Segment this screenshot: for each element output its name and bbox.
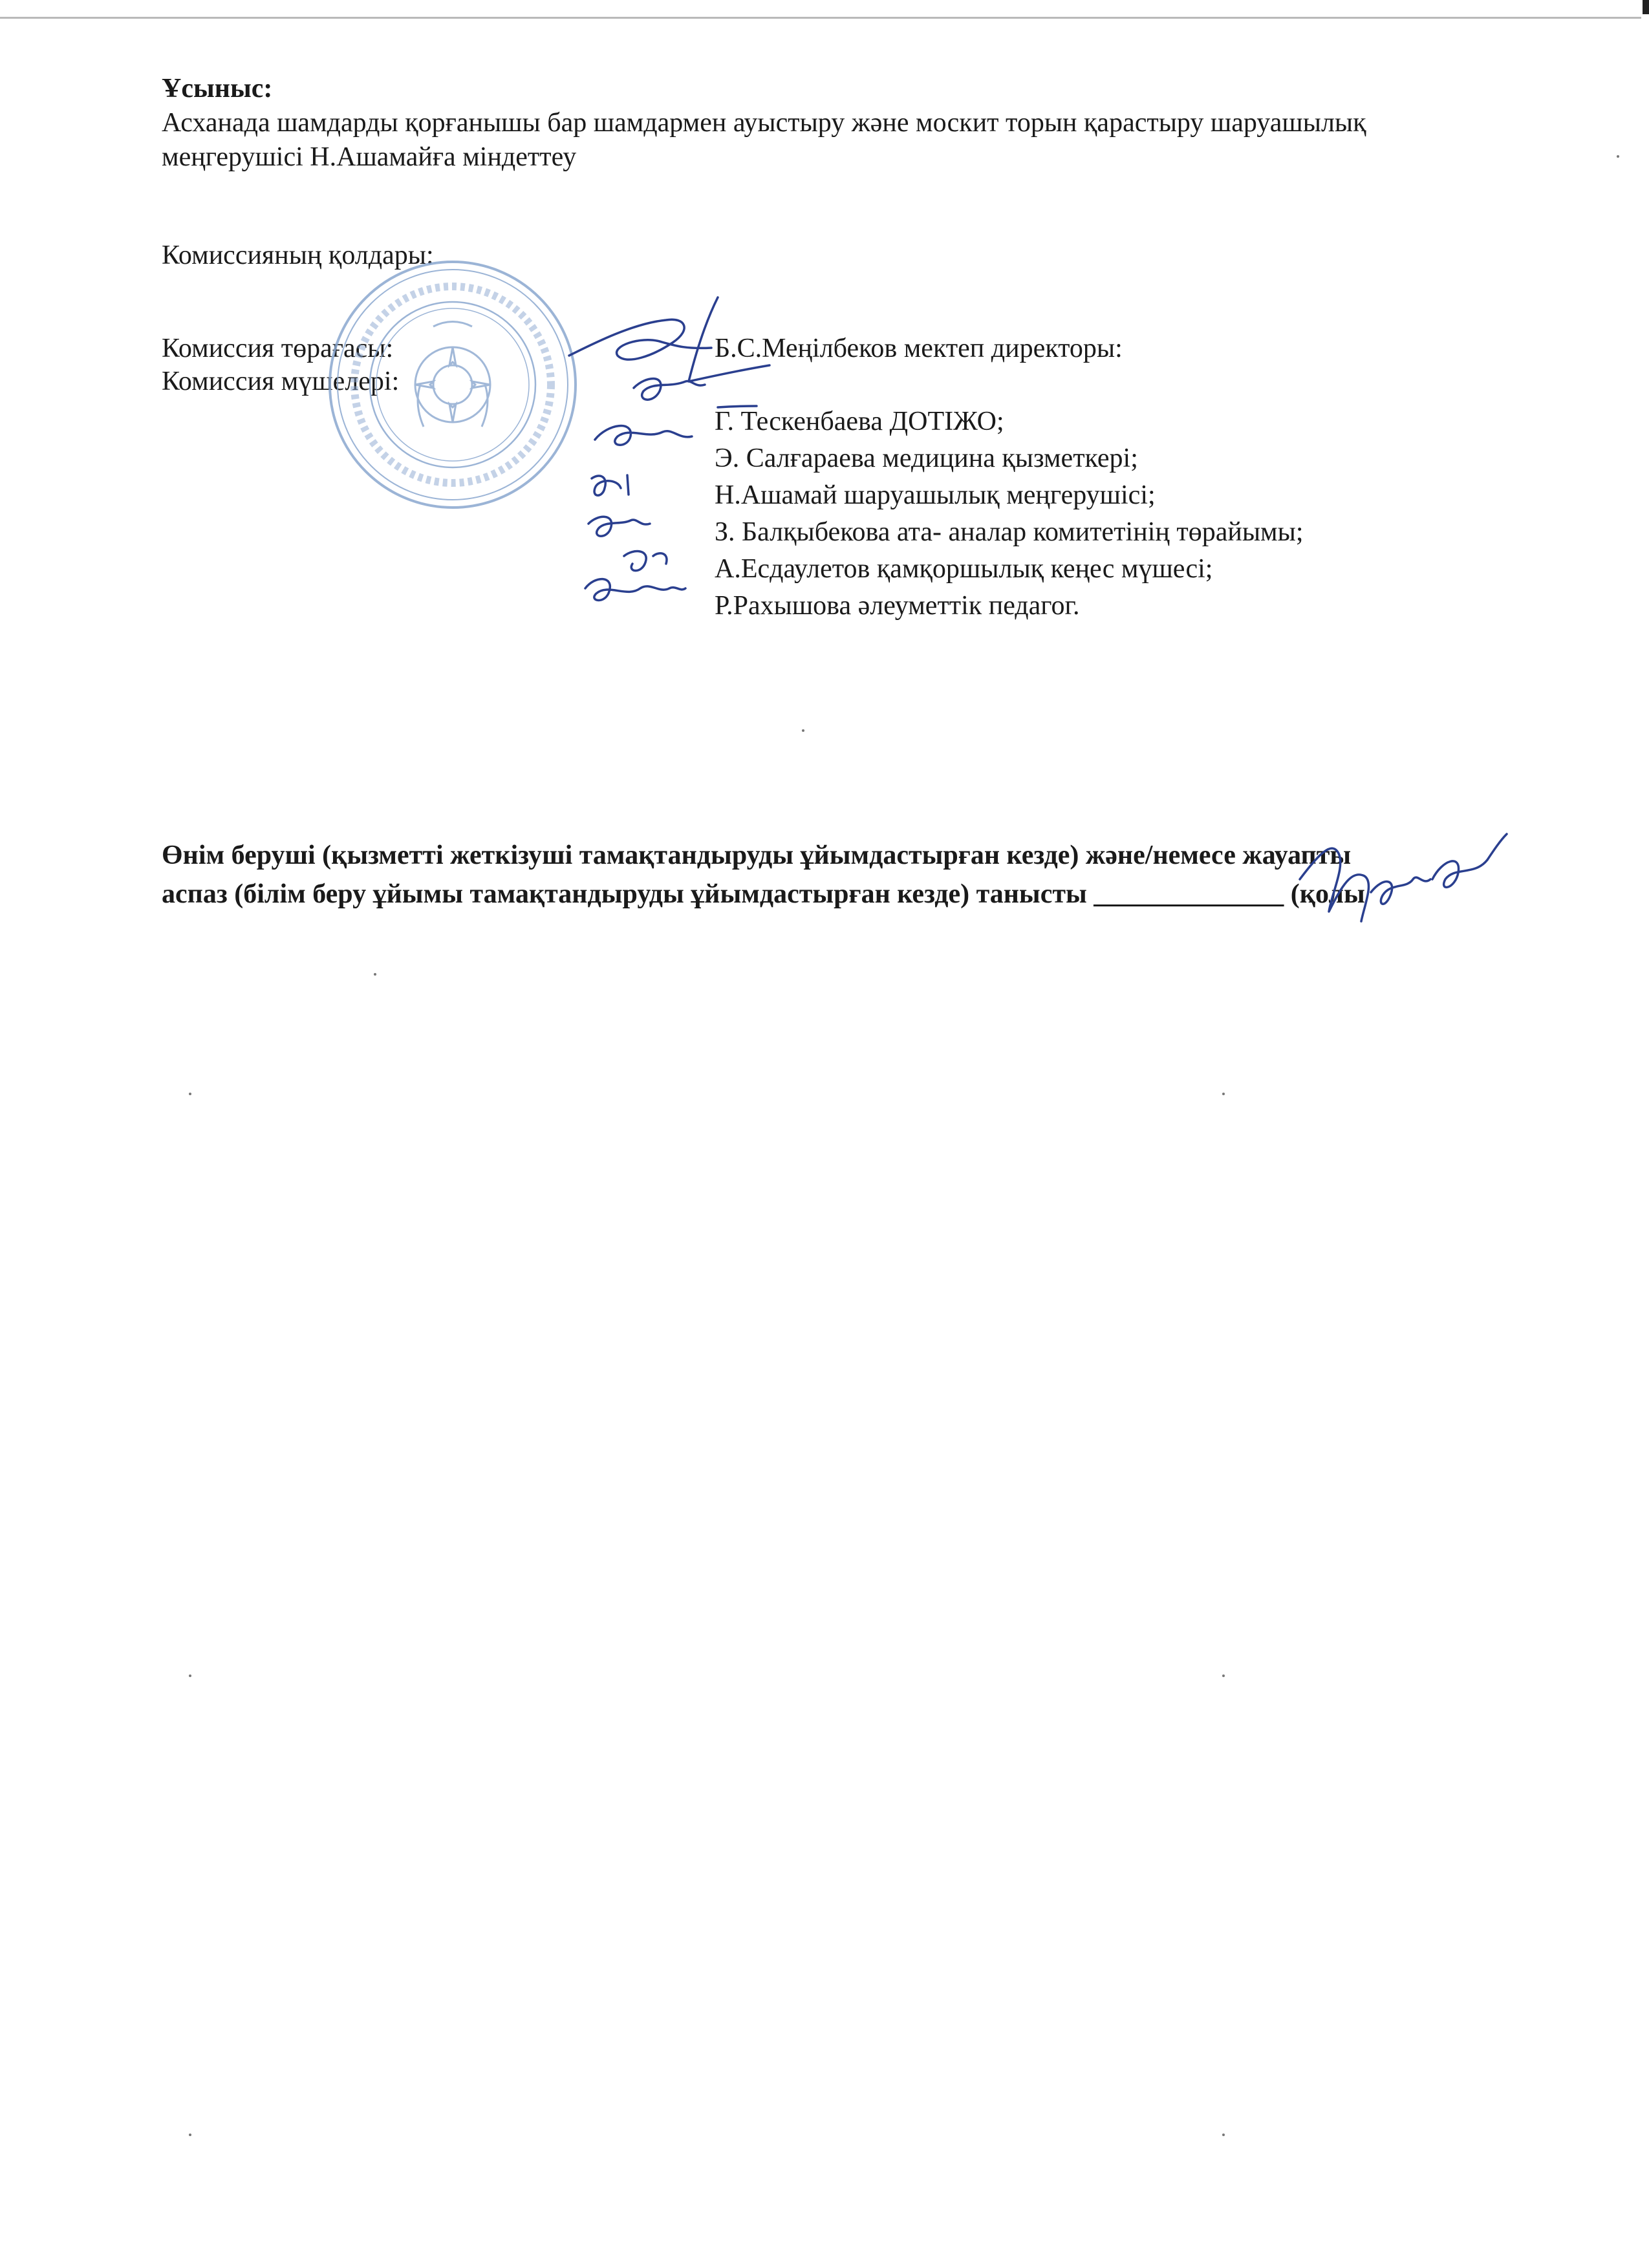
scan-speck [1222,1674,1225,1677]
acknowledgement-line-1: Өнім беруші (қызметті жеткізуші тамақтандыруды ұйымдастырған кезде) және/немесе жауапты [162,840,1352,870]
acknowledgement-signature [1293,815,1513,937]
scan-speck [1222,2134,1225,2136]
scan-speck [374,973,376,976]
member-signatures [556,284,776,647]
members-label: Комиссия мүшелері: [162,367,400,396]
member-4: З. Балқыбекова ата- аналар комитетінің төрайымы; [715,517,1304,547]
member-3: Н.Ашамай шаруашылық меңгерушісі; [715,480,1156,510]
official-stamp [323,255,582,514]
scan-speck [189,1093,191,1095]
scan-edge-line [0,17,1641,19]
member-2: Э. Салғараева медицина қызметкері; [715,444,1138,473]
scan-speck [1222,1093,1225,1095]
member-5: А.Есдаулетов қамқоршылық кеңес мүшесі; [715,554,1213,584]
chair-name: Б.С.Меңілбеков мектеп директоры: [715,334,1123,363]
member-1: Г. Тескенбаева ДОТІЖО; [715,407,1004,436]
recommendation-text-line-1: Асханада шамдарды қорғанышы бар шамдармен ауыстыру және москит торын қарастыру шаруашылық [162,108,1366,138]
scan-speck [1617,155,1619,158]
scan-edge-mark [1643,0,1649,14]
recommendation-heading: Ұсыныс: [162,74,273,103]
recommendation-text-line-2: меңгерушісі Н.Ашамайға міндеттеу [162,142,577,172]
scan-speck [189,2134,191,2136]
scan-speck [802,729,804,732]
scan-speck [189,1674,191,1677]
signatures-heading: Комиссияның қолдары: [162,241,434,270]
chair-label: Комиссия төрағасы: [162,334,394,363]
acknowledgement-line-2: аспаз (білім беру ұйымы тамақтандыруды ұйымдастырған кезде) танысты ______________ (қолы [162,879,1365,909]
member-6: Р.Рахышова әлеуметтік педагог. [715,591,1080,621]
